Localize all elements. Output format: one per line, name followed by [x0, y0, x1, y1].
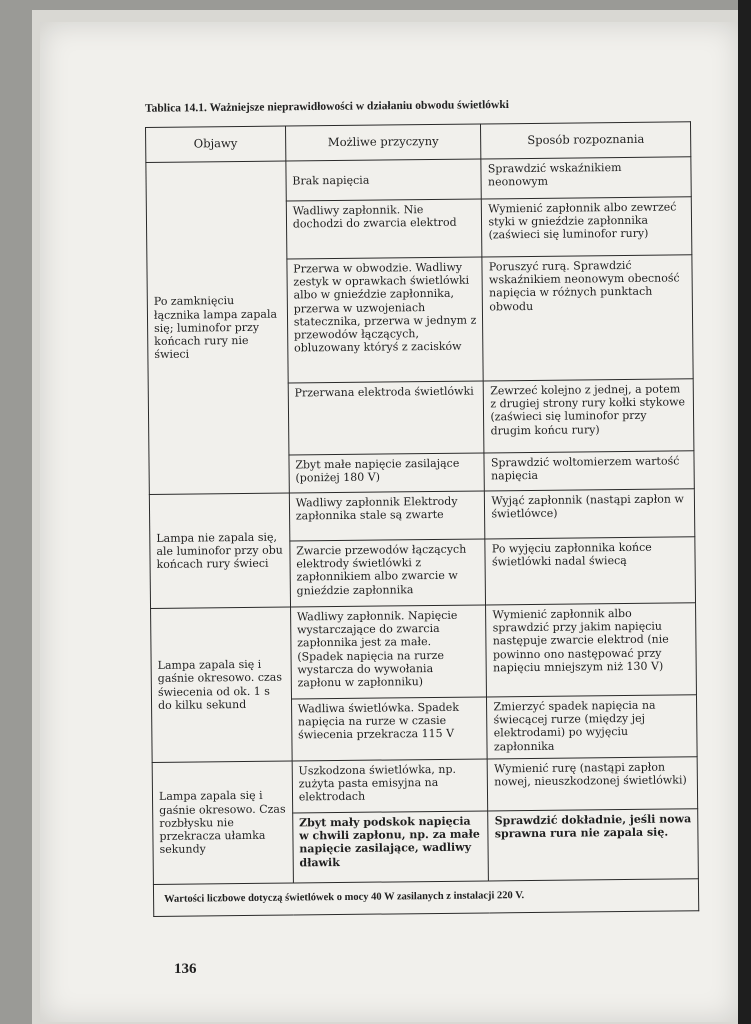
cause-cell: Wadliwy zapłonnik. Nie dochodzi do zwarcia elektrod: [286, 199, 482, 259]
cause-cell: Uszkodzona świetlówka, np. zużyta pasta emisyjna na elektrodach: [292, 759, 488, 813]
cause-cell: Przerwa w obwodzie. Wadliwy zestyk w oprawkach świetlówki albo w gnieździe zapłonnika, przerwa w uzwojeniach statecznika, przerwa w jednym z przewodów łączących, obluzowany któryś z zacisków: [287, 257, 484, 383]
scan-shadow: [738, 0, 751, 1024]
table-row: [152, 757, 698, 815]
table-row: [149, 489, 694, 543]
diagnosis-cell: Sprawdzić woltomierzem wartość napięcia: [484, 451, 694, 491]
symptom-cell: Lampa zapala się i gaśnie okresowo. czas świecenia od ok. 1 s do kilku sekund: [151, 607, 292, 762]
symptom-cell: Lampa zapala się i gaśnie okresowo. Czas rozbłysku nie przekracza ułamka sekundy: [152, 761, 293, 884]
header-objawy: Objawy: [146, 126, 286, 162]
cause-cell: Przerwana elektroda świetlówki: [288, 381, 484, 455]
cause-cell: Wadliwy zapłonnik. Napięcie wystarczające do zwarcia zapłonnika jest za małe. (Spadek napięcia na rurze wystarcza do wywołania zapłonu w zapłonniku): [290, 605, 487, 699]
diagnosis-cell: Wymienić zapłonnik albo sprawdzić przy jakim napięciu następuje zwarcie elektrod (nie powinno ono następować przy napięciu mniejszym niż 130 V): [486, 603, 697, 697]
symptom-cell: Lampa nie zapala się, ale luminofor przy obu końcach rury świeci: [149, 493, 290, 608]
diagnosis-cell: Sprawdzić dokładnie, jeśli nowa sprawna rura nie zapala się.: [488, 809, 698, 881]
cause-cell: Zbyt małe napięcie zasilające (poniżej 180 V): [289, 453, 485, 493]
table-footnote: Wartości liczbowe dotyczą świetlówek o mocy 40 W zasilanych z instalacji 220 V.: [153, 879, 698, 917]
diagnosis-cell: Zmierzyć spadek napięcia na świecącej rurze (między jej elektrodami) po wyjęciu zapłonnika: [487, 695, 697, 759]
diagnosis-cell: Sprawdzić wskaźnikiem neonowym: [481, 157, 691, 199]
diagnosis-cell: Poruszyć rurą. Sprawdzić wskaźnikiem neonowym obecność napięcia w różnych punktach obwodu: [482, 255, 693, 381]
fault-table: [145, 121, 699, 930]
diagnosis-cell: Wymienić rurę (nastąpi zapłon nowej, nieuszkodzonej świetlówki): [488, 757, 698, 811]
table-row: [146, 157, 691, 203]
table-caption: Tablica 14.1. Ważniejsze nieprawidłowości w działaniu obwodu świetlówki: [144, 98, 509, 115]
header-rozpoznanie: Sposób rozpoznania: [481, 122, 691, 159]
footnote-row: [153, 879, 698, 917]
header-row: [146, 122, 691, 163]
diagnosis-cell: Wyjąć zapłonnik (nastąpi zapłon w świetlówce): [485, 489, 695, 539]
cause-cell: Wadliwy zapłonnik Elektrody zapłonnika stale są zwarte: [289, 491, 485, 541]
symptom-cell: Po zamknięciu łącznika lampa zapala się; luminofor przy końcach rury nie świeci: [146, 161, 289, 494]
diagnosis-cell: Wymienić zapłonnik albo zewrzeć styki w gnieździe zapłonnika (zaświeci się luminofor rury): [482, 197, 692, 257]
header-przyczyny: Możliwe przyczyny: [285, 124, 481, 161]
cause-cell: Zbyt mały podskok napięcia w chwili zapłonu, np. za małe napięcie zasilające, wadliwy dławik: [292, 811, 488, 883]
table-row: [151, 603, 697, 701]
cause-cell: Zwarcie przewodów łączących elektrody świetlówki z zapłonnikiem albo zwarcie w gnieździe zapłonnika: [290, 539, 486, 607]
cause-cell: Wadliwa świetlówka. Spadek napięcia na rurze w czasie świecenia przekracza 115 V: [291, 697, 487, 761]
page-number: 136: [174, 961, 197, 977]
cause-cell: Brak napięcia: [286, 159, 482, 201]
diagnosis-cell: Po wyjęciu zapłonnika końce świetlówki nadal świecą: [485, 537, 695, 605]
diagnosis-cell: Zewrzeć kolejno z jednej, a potem z drugiej strony rury kołki stykowe (zaświeci się luminofor przy drugim końcu rury): [484, 379, 694, 453]
